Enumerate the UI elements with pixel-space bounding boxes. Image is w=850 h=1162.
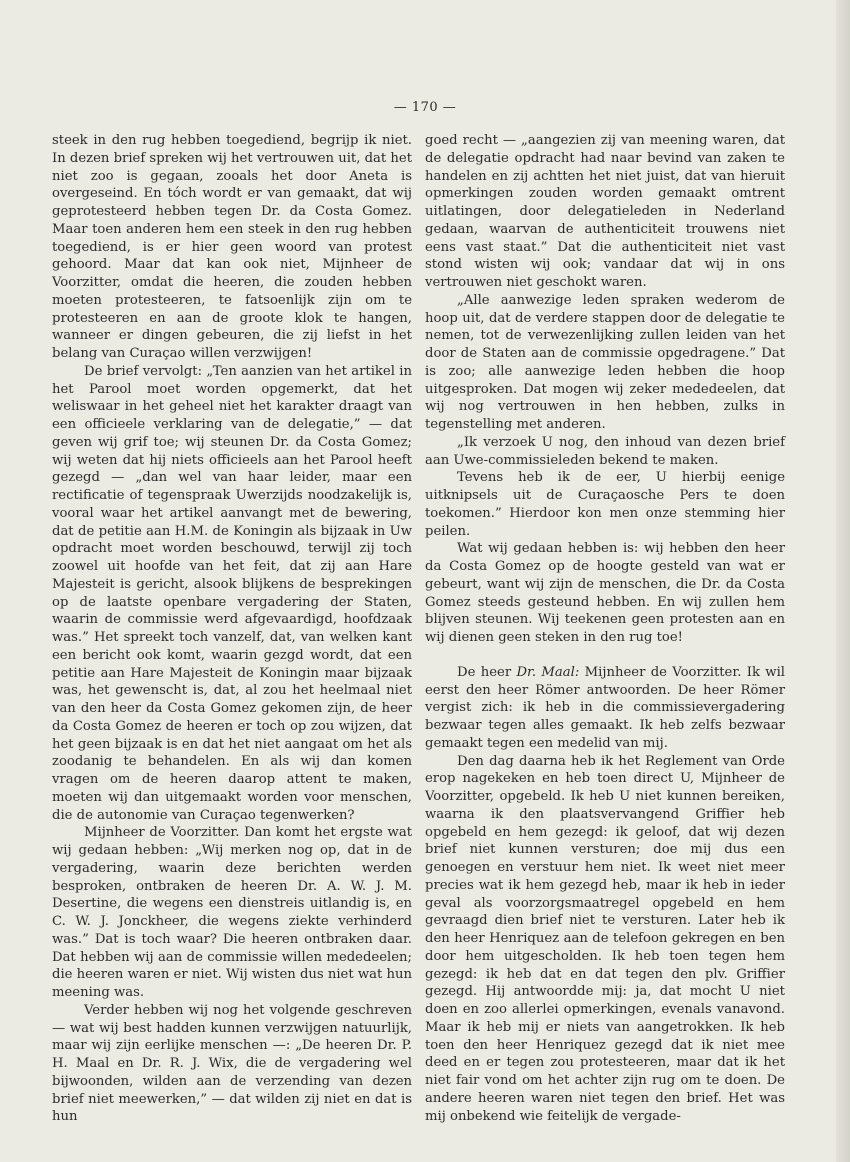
paragraph: De brief vervolgt: „Ten aanzien van het artikel in het Parool moet worden opgemerkt, dat het weliswaar in het geheel niet het karakter draagt van een officieele verklaring van de delegatie,” — dat geven wij grif toe; wij steunen Dr. da Costa Gomez; wij weten dat hij niets officieels aan het Parool heeft gezegd — „dan wel van haar leider, maar een rectificatie of tegenspraak Uwerzijds noodzakelijk is, vooral waar het artikel aanvangt met de bewering, dat de petitie aan H.M. de Koningin als bijzaak in Uw opdracht moet worden beschouwd, terwijl zij toch zoowel uit hoofde van het feit, dat zij aan Hare Majesteit is gericht, alsook blijkens de besprekingen op de laatste openbare vergadering der Staten, waarin de commissie werd afgevaardigd, hoofdzaak was.” Het spreekt toch vanzelf, dat, van welken kant een bericht ook komt, waarin gezgd wordt, dat een petitie aan Hare Majesteit de Koningin maar bijzaak was, het gewenscht is, dat, al zou het heelmaal niet van den heer da Costa Gomez gekomen zijn, de heer da Costa Gomez de heeren er toch op zou wijzen, dat het geen bijzaak is en dat het niet aangaat om het als zoodanig te behandelen. En als wij dan komen vragen om de heeren daarop attent te maken, moeten wij dan uitgemaakt worden voor menschen, die de autonomie van Curaçao tegenwerken? (52, 363, 412, 823)
paragraph: Den dag daarna heb ik het Reglement van Orde erop nagekeken en heb toen direct U, Mijnheer de Voorzitter, opgebeld. Ik heb U niet kunnen bereiken, waarna ik den plaatsvervangend Griffier heb opgebeld en hem gezegd: ik geloof, dat wij dezen brief niet kunnen versturen; doe mij dus een genoegen en verstuur hem niet. Ik weet niet meer precies wat ik hem gezegd heb, maar ik heb in ieder geval als voorzorgsmaatregel opgebeld en hem gevraagd dien brief niet te versturen. Later heb ik den heer Henriquez aan de telefoon gekregen en ben door hem uitgescholden. Ik heb toen tegen hem gezegd: ik heb dat en dat tegen den plv. Griffier gezegd. Hij antwoordde mij: ja, dat mocht U niet doen en zoo allerlei opmerkingen, evenals vanavond. Maar ik heb mij er niets van aangetrokken. Ik heb toen den heer Henriquez gezegd dat ik niet mee deed en er tegen zou protesteeren, maar dat ik het niet fair vond om het achter zijn rug om te doen. De andere heeren waren niet tegen den brief. Het was mij onbekend wie feitelijk de vergade- (425, 753, 785, 1124)
paragraph: „Alle aanwezige leden spraken wederom de hoop uit, dat de verdere stappen door de delegatie te nemen, tot de verwezenlijking zullen leiden van het door de Staten aan de commissie opgedragene.” Dat is zoo; alle aanwezige leden hebben die hoop uitgesproken. Dat mogen wij zeker mededeelen, dat wij nog vertrouwen in hen hebben, zulks in tegenstelling met anderen. (425, 292, 785, 432)
speaker-text: Mijnheer de Voorzitter. Ik wil eerst den heer Römer antwoorden. De heer Römer vergist zich: ik heb in die commissievergadering bezwaar tegen alles gemaakt. Ik heb zelfs bezwaar gemaakt tegen een medelid van mij. (425, 664, 786, 751)
speaker-paragraph (425, 664, 785, 753)
speaker-name: Dr. Maal: (516, 664, 580, 680)
paragraph: Wat wij gedaan hebben is: wij hebben den heer da Costa Gomez op de hoogte gesteld van wat er gebeurt, want wij zijn de menschen, die Dr. da Costa Gomez steeds gesteund hebben. En wij zullen hem blijven steunen. Wij teekenen geen protesten aan en wij dienen geen steken in den rug toe! (425, 541, 785, 645)
page-edge (836, 0, 850, 1162)
paragraph: „Ik verzoek U nog, den inhoud van dezen brief aan Uwe-commissieleden bekend te maken. (425, 434, 785, 468)
paragraph: goed recht — „aangezien zij van meening waren, dat de delegatie opdracht had naar bevind van zaken te handelen en zij achtten het niet juist, dat van hieruit opmerkingen zouden worden gemaakt omtrent uitlatingen, door delegatieleden in Nederland gedaan, waarvan de authenticiteit trouwens niet eens vast staat.” Dat die authenticiteit niet vast stond wisten wij ook; vandaar dat wij in ons vertrouwen niet geschokt waren. (425, 133, 785, 290)
speaker-lead: De heer (457, 664, 517, 680)
paragraph: Tevens heb ik de eer, U hierbij eenige uitknipsels uit de Curaçaosche Pers te doen toekomen.” Hierdoor kon men onze stemming hier peilen. (425, 470, 785, 539)
right-column (425, 132, 785, 1125)
left-column (52, 132, 412, 1126)
paragraph: Verder hebben wij nog het volgende geschreven — wat wij best hadden kunnen verzwijgen natuurlijk, maar wij zijn eerlijke menschen —: „De heeren Dr. P. H. Maal en Dr. R. J. Wix, die de vergadering wel bijwoonden, wilden aan de verzending van dezen brief niet meewerken,” — dat wilden zij niet en dat is hun (52, 1002, 412, 1125)
paragraph: steek in den rug hebben toegediend, begrijp ik niet. In dezen brief spreken wij het vertrouwen uit, dat het niet zoo is gegaan, zooals het door Aneta is overgeseind. En tóch wordt er van gemaakt, dat wij geprotesteerd hebben tegen Dr. da Costa Gomez. Maar toen anderen hem een steek in den rug hebben toegediend, is er hier geen woord van protest gehoord. Maar dat kan ook niet, Mijnheer de Voorzitter, omdat die heeren, die zouden hebben moeten protesteeren, te fatsoenlijk zijn om te protesteeren en aan de groote klok te hangen, wanneer er dingen gebeuren, die zij liefst in het belang van Curaçao willen verzwijgen! (52, 133, 412, 361)
page-number: — 170 — (393, 100, 457, 115)
paragraph: Mijnheer de Voorzitter. Dan komt het ergste wat wij gedaan hebben: „Wij merken nog op, dat in de vergadering, waarin deze berichten werden besproken, ontbraken de heeren Dr. A. W. J. M. Desertine, die wegens een dienstreis uitlandig is, en C. W. J. Jonckheer, die wegens ziekte verhinderd was.” Dat is toch waar? Die heeren ontbraken daar. Dat hebben wij aan de commissie willen mededeelen; die heeren waren er niet. Wij wisten dus niet wat hun meening was. (52, 825, 412, 1000)
